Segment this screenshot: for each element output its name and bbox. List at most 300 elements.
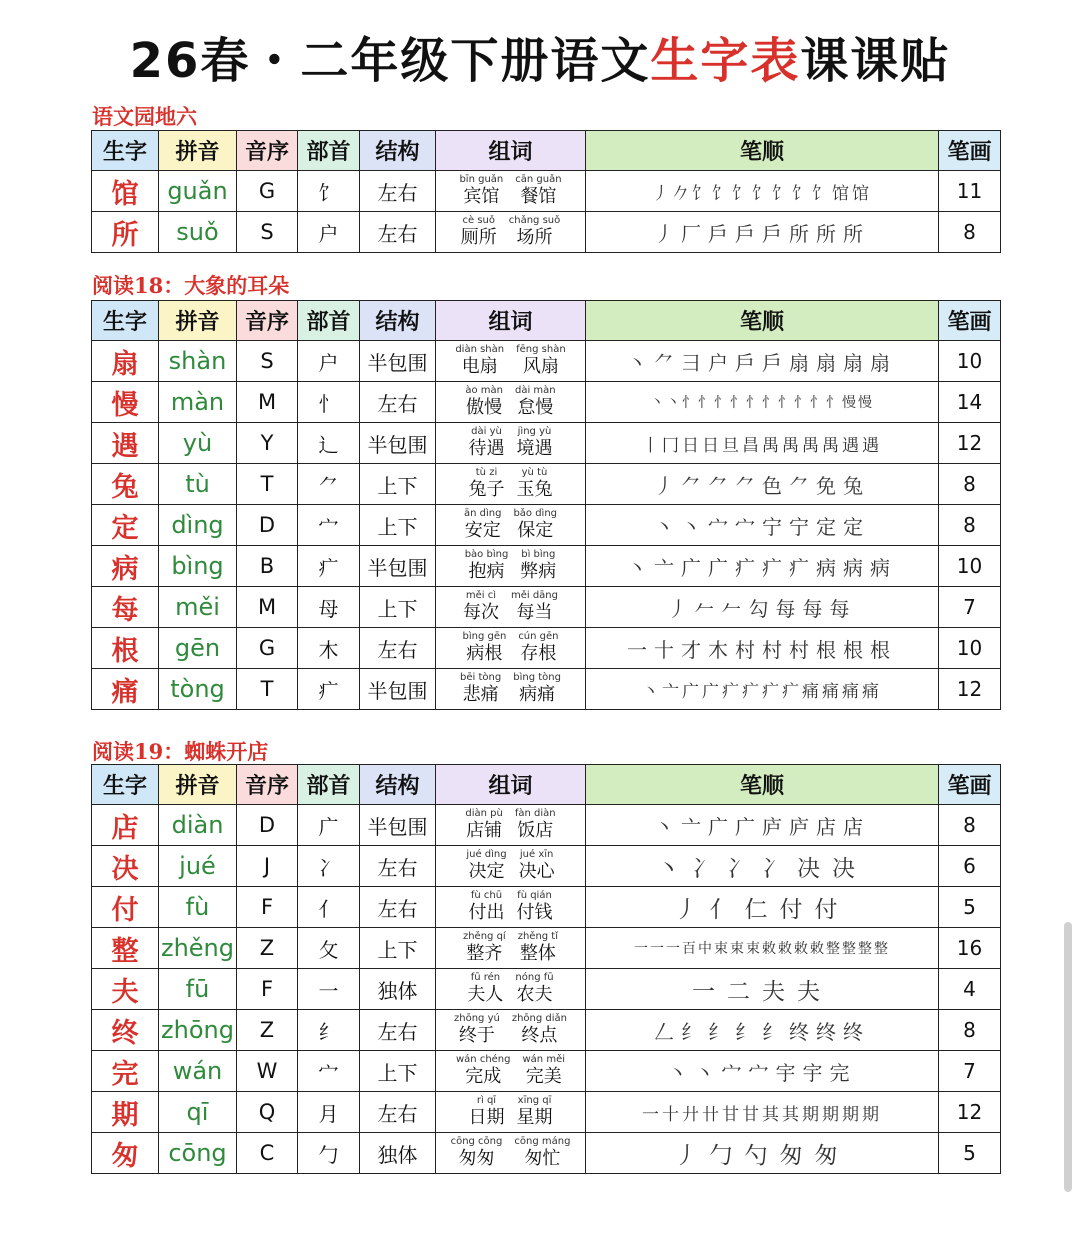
pinyin-cell: bìng	[159, 546, 237, 587]
words-cell	[436, 464, 586, 505]
word-pair	[465, 549, 509, 583]
stroke-order-cell	[586, 1051, 939, 1092]
stroke-step: 勾	[748, 596, 769, 621]
stroke-count-cell: 8	[939, 805, 1001, 846]
stroke-step: 敕	[778, 941, 791, 957]
words-cell	[436, 587, 586, 628]
stroke-step: 疒	[762, 681, 778, 702]
stroke-step: 终	[789, 1019, 809, 1044]
phonetic-order-cell: Z	[237, 1010, 298, 1051]
pinyin-cell: fū	[159, 969, 237, 1010]
stroke-step: 忄	[826, 395, 839, 411]
word-pair	[517, 1095, 553, 1129]
words-cell	[436, 1010, 586, 1051]
phonetic-order-cell: T	[237, 669, 298, 710]
table-row	[92, 628, 1001, 669]
stroke-step: 决	[832, 855, 855, 882]
phonetic-order-cell: F	[237, 969, 298, 1010]
radical-cell: 一	[298, 969, 360, 1010]
stroke-step: 丶	[666, 395, 679, 411]
stroke-step: 期	[862, 1104, 878, 1125]
word-pinyin: zhōng yú	[454, 1013, 500, 1024]
words-cell	[436, 1133, 586, 1174]
stroke-step: 丶	[657, 855, 680, 882]
table-row	[92, 669, 1001, 710]
stroke-step: 宇	[802, 1060, 823, 1085]
header-radical: 部首	[298, 765, 360, 805]
structure-cell: 左右	[360, 171, 436, 212]
stroke-step: 日	[702, 435, 718, 456]
stroke-step: ⺈	[789, 473, 809, 498]
stroke-step: 店	[843, 814, 863, 839]
word-text: 安定	[464, 520, 501, 541]
character-cell: 根	[92, 628, 159, 669]
word-pinyin: fēng shàn	[516, 344, 566, 355]
table-row	[92, 846, 1001, 887]
table-row	[92, 805, 1001, 846]
stroke-step: ⺈	[735, 473, 755, 498]
words-cell	[436, 846, 586, 887]
pinyin-cell: zhěng	[159, 928, 237, 969]
header-words: 组词	[436, 131, 586, 171]
stroke-count-cell: 12	[939, 1092, 1001, 1133]
character-cell: 遇	[92, 423, 159, 464]
word-pinyin: fù qián	[517, 890, 552, 901]
stroke-step: 疒	[722, 681, 738, 702]
stroke-step: 一	[692, 978, 715, 1005]
stroke-step: 禺	[822, 435, 838, 456]
words-cell	[436, 341, 586, 382]
stroke-step: 整	[874, 941, 887, 957]
scrollbar[interactable]	[1064, 922, 1072, 1192]
title-before: 26春・二年级下册语文	[129, 33, 651, 89]
header-order: 音序	[237, 131, 298, 171]
radical-cell: 饣	[298, 171, 360, 212]
stroke-step: 彐	[681, 350, 701, 375]
stroke-step: 冫	[762, 855, 785, 882]
stroke-order-cell	[586, 212, 939, 253]
word-pinyin: cōng máng	[514, 1136, 571, 1147]
stroke-step: 一	[627, 637, 647, 662]
stroke-step: 痛	[862, 681, 878, 702]
stroke-step: 饣	[692, 183, 708, 204]
structure-cell: 半包围	[360, 546, 436, 587]
word-text: 病痛	[519, 684, 556, 705]
word-text: 弊病	[520, 561, 557, 582]
stroke-step: ⺈	[681, 473, 701, 498]
stroke-step: 色	[762, 473, 782, 498]
word-pinyin: fàn diàn	[514, 808, 556, 819]
words-cell	[436, 546, 586, 587]
character-cell: 整	[92, 928, 159, 969]
stroke-step: 戶	[762, 350, 782, 375]
word-text: 抱病	[468, 561, 505, 582]
stroke-step: 宁	[789, 514, 809, 539]
word-text: 悲痛	[462, 684, 499, 705]
stroke-count-cell: 10	[939, 341, 1001, 382]
word-pinyin: zhěng qí	[462, 931, 506, 942]
word-pair	[455, 344, 504, 378]
word-pair	[513, 508, 557, 542]
word-pair	[469, 890, 505, 924]
pinyin-cell: cōng	[159, 1133, 237, 1174]
word-pinyin: wán měi	[522, 1054, 565, 1065]
word-text: 店铺	[466, 820, 503, 841]
phonetic-order-cell: C	[237, 1133, 298, 1174]
stroke-step: 丶	[694, 1060, 715, 1085]
stroke-count-cell: 10	[939, 546, 1001, 587]
radical-cell: 辶	[298, 423, 360, 464]
pinyin-cell: dìng	[159, 505, 237, 546]
stroke-step: 广	[681, 555, 701, 580]
stroke-step: 广	[735, 814, 755, 839]
character-cell: 完	[92, 1051, 159, 1092]
word-pair	[469, 467, 505, 501]
word-pair	[520, 549, 556, 583]
stroke-step: 饣	[772, 183, 788, 204]
phonetic-order-cell: B	[237, 546, 298, 587]
stroke-step: 日	[682, 435, 698, 456]
header-order: 音序	[237, 301, 298, 341]
word-pair	[467, 972, 503, 1006]
words-cell	[436, 969, 586, 1010]
stroke-step: 戶	[735, 221, 755, 246]
table-row	[92, 1010, 1001, 1051]
character-cell: 店	[92, 805, 159, 846]
stroke-step: 丿	[654, 473, 674, 498]
word-text: 境遇	[516, 438, 553, 459]
stroke-step: 十	[654, 637, 674, 662]
character-cell: 所	[92, 212, 159, 253]
stroke-step: 每	[802, 596, 823, 621]
word-text: 病根	[466, 643, 503, 664]
word-pinyin: fū rén	[470, 972, 501, 983]
stroke-step: 夫	[797, 978, 820, 1005]
word-text: 农夫	[516, 984, 553, 1005]
header-strokes: 笔顺	[586, 765, 939, 805]
character-cell: 每	[92, 587, 159, 628]
stroke-step: 遇	[862, 435, 878, 456]
header-char: 生字	[92, 765, 159, 805]
stroke-step: 宀	[708, 514, 728, 539]
stroke-step: 丶	[627, 350, 647, 375]
table-row	[92, 928, 1001, 969]
word-pinyin: chǎng suǒ	[508, 215, 561, 226]
stroke-step: 亠	[681, 814, 701, 839]
vocab-table-3	[91, 764, 1001, 1174]
word-pinyin: jué dìng	[466, 849, 507, 860]
structure-cell: 上下	[360, 587, 436, 628]
stroke-step: 病	[843, 555, 863, 580]
stroke-step: 敕	[762, 941, 775, 957]
stroke-count-cell: 14	[939, 382, 1001, 423]
stroke-step: 村	[735, 637, 755, 662]
header-pinyin: 拼音	[159, 765, 237, 805]
pinyin-cell: fù	[159, 887, 237, 928]
stroke-step: 遇	[842, 435, 858, 456]
structure-cell: 独体	[360, 969, 436, 1010]
word-pair	[519, 849, 555, 883]
stroke-step: 百	[682, 941, 695, 957]
stroke-step: 疒	[742, 681, 758, 702]
phonetic-order-cell: Z	[237, 928, 298, 969]
character-cell: 定	[92, 505, 159, 546]
character-cell: 痛	[92, 669, 159, 710]
stroke-step: 忄	[794, 395, 807, 411]
stroke-step: 广	[682, 681, 698, 702]
stroke-count-cell: 8	[939, 212, 1001, 253]
radical-cell: 疒	[298, 546, 360, 587]
character-cell: 扇	[92, 341, 159, 382]
stroke-step: 才	[681, 637, 701, 662]
title-highlight: 生字表	[650, 33, 801, 89]
stroke-step: 扇	[870, 350, 890, 375]
stroke-step: 禺	[782, 435, 798, 456]
stroke-step: 丿	[674, 896, 698, 923]
character-cell: 决	[92, 846, 159, 887]
stroke-step: 忄	[810, 395, 823, 411]
table-row	[92, 382, 1001, 423]
character-cell: 兔	[92, 464, 159, 505]
character-cell: 病	[92, 546, 159, 587]
stroke-order-cell	[586, 969, 939, 1010]
word-text: 风扇	[522, 356, 559, 377]
stroke-step: 兔	[843, 473, 863, 498]
stroke-step: 决	[797, 855, 820, 882]
stroke-order-cell	[586, 887, 939, 928]
word-text: 整齐	[466, 943, 503, 964]
radical-cell: 攵	[298, 928, 360, 969]
phonetic-order-cell: M	[237, 382, 298, 423]
words-cell	[436, 171, 586, 212]
header-row	[92, 131, 1001, 171]
stroke-step: 免	[816, 473, 836, 498]
word-text: 保定	[517, 520, 554, 541]
word-text: 餐馆	[520, 186, 557, 207]
radical-cell: ⺈	[298, 464, 360, 505]
word-pair	[465, 808, 502, 842]
header-pinyin: 拼音	[159, 131, 237, 171]
stroke-step: 广	[708, 555, 728, 580]
header-char: 生字	[92, 301, 159, 341]
word-pinyin: bìng tòng	[513, 672, 561, 683]
stroke-step: 忄	[698, 395, 711, 411]
word-text: 终点	[521, 1025, 558, 1046]
word-pair	[454, 1013, 500, 1047]
radical-cell: 户	[298, 212, 360, 253]
word-pinyin: bìng gēn	[462, 631, 507, 642]
stroke-step: 亠	[654, 555, 674, 580]
header-order: 音序	[237, 765, 298, 805]
word-pinyin: cún gēn	[518, 631, 559, 642]
word-pair	[465, 385, 503, 419]
table-row	[92, 464, 1001, 505]
word-text: 星期	[516, 1107, 553, 1128]
pinyin-cell: màn	[159, 382, 237, 423]
word-text: 怠慢	[517, 397, 554, 418]
structure-cell: 上下	[360, 464, 436, 505]
stroke-count-cell: 6	[939, 846, 1001, 887]
stroke-count-cell: 4	[939, 969, 1001, 1010]
stroke-step: 宀	[721, 1060, 742, 1085]
stroke-step: 整	[842, 941, 855, 957]
stroke-order-cell	[586, 1092, 939, 1133]
header-count: 笔画	[939, 131, 1001, 171]
phonetic-order-cell: G	[237, 171, 298, 212]
character-cell: 终	[92, 1010, 159, 1051]
stroke-step: 痛	[842, 681, 858, 702]
pinyin-cell: qī	[159, 1092, 237, 1133]
section-heading-1: 语文园地六	[92, 104, 197, 129]
character-cell: 匆	[92, 1133, 159, 1174]
table-row	[92, 546, 1001, 587]
word-pair	[456, 1054, 511, 1088]
pinyin-cell: tòng	[159, 669, 237, 710]
stroke-step: 厂	[681, 221, 701, 246]
stroke-step: 丿	[667, 596, 688, 621]
table-row	[92, 1051, 1001, 1092]
word-pair	[460, 672, 501, 706]
structure-cell: 上下	[360, 928, 436, 969]
stroke-step: 定	[816, 514, 836, 539]
stroke-step: 宁	[762, 514, 782, 539]
word-pinyin: wán chéng	[456, 1054, 511, 1065]
stroke-step: 丿	[654, 221, 674, 246]
stroke-step: 昌	[742, 435, 758, 456]
word-text: 兔子	[468, 479, 505, 500]
stroke-step: 冫	[727, 855, 750, 882]
stroke-step: 慢	[858, 395, 871, 411]
structure-cell: 半包围	[360, 669, 436, 710]
word-pinyin: cān guǎn	[515, 174, 562, 185]
word-pinyin: měi dāng	[510, 590, 558, 601]
radical-cell: 月	[298, 1092, 360, 1133]
stroke-step: 宇	[775, 1060, 796, 1085]
header-char: 生字	[92, 131, 159, 171]
stroke-step: 扇	[816, 350, 836, 375]
stroke-step: 所	[816, 221, 836, 246]
word-pinyin: rì qī	[476, 1095, 497, 1106]
stroke-step: 忄	[746, 395, 759, 411]
word-pair	[469, 1095, 505, 1129]
word-pair	[512, 1013, 567, 1047]
stroke-order-cell	[586, 669, 939, 710]
stroke-count-cell: 12	[939, 669, 1001, 710]
header-structure: 结构	[360, 765, 436, 805]
header-words: 组词	[436, 301, 586, 341]
section-heading-3: 阅读19：蜘蛛开店	[92, 739, 269, 764]
stroke-step: 疒	[789, 555, 809, 580]
word-text: 每次	[462, 602, 499, 623]
section-heading-2: 阅读18：大象的耳朵	[92, 273, 290, 298]
character-cell: 慢	[92, 382, 159, 423]
stroke-step: 仁	[744, 896, 768, 923]
stroke-count-cell: 11	[939, 171, 1001, 212]
stroke-step: 二	[727, 978, 750, 1005]
stroke-step: 纟	[735, 1019, 755, 1044]
table-row	[92, 341, 1001, 382]
stroke-step: 束	[730, 941, 743, 957]
stroke-step: 终	[816, 1019, 836, 1044]
radical-cell: 木	[298, 628, 360, 669]
structure-cell: 上下	[360, 505, 436, 546]
stroke-step: 木	[708, 637, 728, 662]
word-pair	[517, 426, 553, 460]
stroke-step: 丶	[654, 814, 674, 839]
stroke-step: 丶	[654, 514, 674, 539]
phonetic-order-cell: Q	[237, 1092, 298, 1133]
phonetic-order-cell: M	[237, 587, 298, 628]
word-pair	[462, 631, 506, 665]
pinyin-cell: měi	[159, 587, 237, 628]
word-pinyin: jué xīn	[519, 849, 554, 860]
stroke-order-cell	[586, 341, 939, 382]
vocab-table-1	[91, 130, 1001, 253]
stroke-step: 定	[843, 514, 863, 539]
phonetic-order-cell: W	[237, 1051, 298, 1092]
stroke-step: 根	[816, 637, 836, 662]
structure-cell: 左右	[360, 887, 436, 928]
word-pinyin: cōng cōng	[450, 1136, 503, 1147]
words-cell	[436, 423, 586, 464]
words-cell	[436, 887, 586, 928]
word-pinyin: měi cì	[465, 590, 497, 601]
word-pair	[469, 426, 505, 460]
word-text: 饭店	[517, 820, 554, 841]
word-pinyin: tù zi	[475, 467, 498, 478]
word-pinyin: dài màn	[515, 385, 556, 396]
word-pinyin: yù tù	[521, 467, 548, 478]
word-pair	[515, 808, 556, 842]
table-row	[92, 505, 1001, 546]
stroke-step: 𠂊	[672, 183, 688, 204]
stroke-step: 期	[842, 1104, 858, 1125]
header-radical: 部首	[298, 301, 360, 341]
stroke-step: 戶	[708, 221, 728, 246]
pinyin-cell: tù	[159, 464, 237, 505]
word-pinyin: diàn pù	[465, 808, 503, 819]
word-pinyin: diàn shàn	[455, 344, 505, 355]
stroke-step: 冂	[662, 435, 678, 456]
stroke-step: 纟	[708, 1019, 728, 1044]
header-row	[92, 765, 1001, 805]
stroke-step: 丨	[642, 435, 658, 456]
stroke-step: 宀	[735, 514, 755, 539]
stroke-step: 宀	[748, 1060, 769, 1085]
radical-cell: 宀	[298, 1051, 360, 1092]
table-row	[92, 587, 1001, 628]
stroke-step: 丶	[642, 681, 658, 702]
table-row	[92, 423, 1001, 464]
word-pair	[464, 508, 501, 542]
word-text: 付钱	[516, 902, 553, 923]
stroke-step: 付	[779, 896, 803, 923]
stroke-step: 忄	[714, 395, 727, 411]
stroke-step: 夫	[762, 978, 785, 1005]
words-cell	[436, 805, 586, 846]
word-text: 待遇	[468, 438, 505, 459]
word-pair	[518, 631, 558, 665]
stroke-step: 馆	[832, 183, 848, 204]
word-pair	[515, 385, 556, 419]
radical-cell: 宀	[298, 505, 360, 546]
word-pair	[451, 1136, 503, 1170]
word-text: 匆忙	[524, 1148, 561, 1169]
word-pair	[461, 215, 497, 249]
word-pair	[466, 849, 506, 883]
word-pinyin: bì bìng	[521, 549, 556, 560]
stroke-step: 匆	[779, 1142, 803, 1169]
